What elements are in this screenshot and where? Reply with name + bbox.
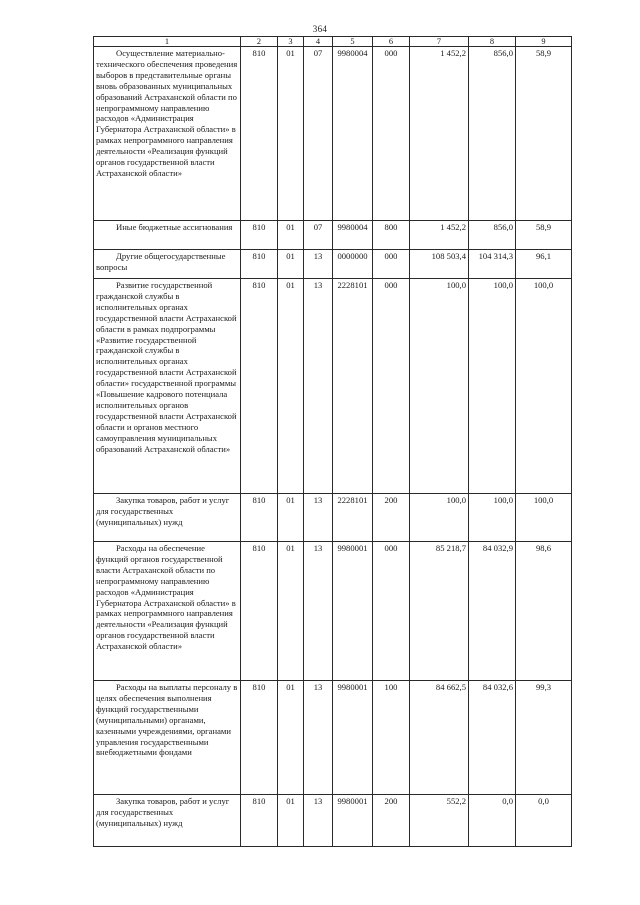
- page-number: 364: [312, 24, 328, 34]
- cell-section: 01: [278, 47, 304, 221]
- cell-expense-type: 200: [373, 795, 410, 847]
- table-row: [94, 494, 572, 542]
- cell-expense-type: 000: [373, 279, 410, 494]
- row-name: Закупка товаров, работ и услуг для государственных (муниципальных) нужд: [94, 494, 241, 542]
- cell-executed: 856,0: [469, 221, 516, 250]
- row-name: Развитие государственной гражданской службы в исполнительных органах государственной власти Астраханской области в рамках подпрограммы «Развитие государственной гражданской службы в исполнительных органах государственной власти Астраханской области» государственной программы «Повышение кадрового потенциала исполнительных органов государственной власти Астраханской области и органов местного самоуправления муниципальных образований Астраханской области»: [94, 279, 241, 494]
- cell-target-article: 9980001: [333, 542, 373, 681]
- cell-planned: 108 503,4: [410, 250, 469, 279]
- budget-table: [93, 36, 572, 847]
- cell-executed: 100,0: [469, 279, 516, 494]
- column-header: 1: [94, 37, 241, 47]
- cell-executed: 856,0: [469, 47, 516, 221]
- cell-percent: 96,1: [516, 250, 572, 279]
- cell-planned: 100,0: [410, 494, 469, 542]
- cell-expense-type: 000: [373, 250, 410, 279]
- cell-target-article: 9980004: [333, 47, 373, 221]
- row-name: Иные бюджетные ассигнования: [94, 221, 241, 250]
- row-name: Расходы на обеспечение функций органов государственной власти Астраханской области по непрограммному направлению расходов «Администрация Губернатора Астраханской области» в рамках непрограммного направления деятельности «Реализация функций органов государственной власти Астраханской области»: [94, 542, 241, 681]
- cell-expense-type: 800: [373, 221, 410, 250]
- cell-expense-type: 000: [373, 542, 410, 681]
- cell-section: 01: [278, 795, 304, 847]
- column-header: 8: [469, 37, 516, 47]
- cell-subsection: 13: [304, 542, 333, 681]
- cell-executed: 84 032,6: [469, 681, 516, 795]
- cell-executed: 104 314,3: [469, 250, 516, 279]
- cell-planned: 1 452,2: [410, 47, 469, 221]
- column-header: 2: [241, 37, 278, 47]
- cell-planned: 100,0: [410, 279, 469, 494]
- table-row: [94, 681, 572, 795]
- cell-target-article: 9980001: [333, 681, 373, 795]
- cell-admin-code: 810: [241, 681, 278, 795]
- cell-percent: 99,3: [516, 681, 572, 795]
- cell-section: 01: [278, 542, 304, 681]
- cell-admin-code: 810: [241, 221, 278, 250]
- column-header: 5: [333, 37, 373, 47]
- row-name: Осуществление материально-технического обеспечения проведения выборов в представительные органы вновь образованных муниципальных образований Астраханской области по непрограммному направлению расходов «Администрация Губернатора Астраханской области» в рамках непрограммного направления деятельности «Реализация функций органов государственной власти Астраханской области»: [94, 47, 241, 221]
- table-row: [94, 542, 572, 681]
- cell-percent: 58,9: [516, 221, 572, 250]
- table-row: [94, 279, 572, 494]
- column-header: 3: [278, 37, 304, 47]
- cell-section: 01: [278, 494, 304, 542]
- cell-executed: 84 032,9: [469, 542, 516, 681]
- cell-subsection: 13: [304, 681, 333, 795]
- cell-planned: 85 218,7: [410, 542, 469, 681]
- cell-percent: 100,0: [516, 494, 572, 542]
- table-row: [94, 47, 572, 221]
- cell-admin-code: 810: [241, 250, 278, 279]
- cell-subsection: 13: [304, 250, 333, 279]
- row-name: Расходы на выплаты персоналу в целях обеспечения выполнения функций государственными (муниципальными) органами, казенными учреждениями, органами управления государственными внебюджетными фондами: [94, 681, 241, 795]
- cell-planned: 84 662,5: [410, 681, 469, 795]
- cell-admin-code: 810: [241, 494, 278, 542]
- cell-section: 01: [278, 279, 304, 494]
- cell-executed: 100,0: [469, 494, 516, 542]
- cell-admin-code: 810: [241, 542, 278, 681]
- table-row: [94, 795, 572, 847]
- cell-section: 01: [278, 221, 304, 250]
- cell-percent: 0,0: [516, 795, 572, 847]
- cell-subsection: 13: [304, 494, 333, 542]
- column-header: 6: [373, 37, 410, 47]
- cell-subsection: 07: [304, 47, 333, 221]
- cell-target-article: 2228101: [333, 279, 373, 494]
- cell-admin-code: 810: [241, 279, 278, 494]
- row-name: Закупка товаров, работ и услуг для государственных (муниципальных) нужд: [94, 795, 241, 847]
- cell-section: 01: [278, 250, 304, 279]
- cell-target-article: 9980004: [333, 221, 373, 250]
- column-header: 4: [304, 37, 333, 47]
- table-row: [94, 221, 572, 250]
- cell-percent: 98,6: [516, 542, 572, 681]
- cell-section: 01: [278, 681, 304, 795]
- cell-target-article: 2228101: [333, 494, 373, 542]
- cell-executed: 0,0: [469, 795, 516, 847]
- column-number-row: [94, 37, 572, 47]
- cell-expense-type: 000: [373, 47, 410, 221]
- cell-planned: 1 452,2: [410, 221, 469, 250]
- cell-target-article: 0000000: [333, 250, 373, 279]
- cell-percent: 100,0: [516, 279, 572, 494]
- table-row: [94, 250, 572, 279]
- column-header: 9: [516, 37, 572, 47]
- row-name: Другие общегосударственные вопросы: [94, 250, 241, 279]
- cell-planned: 552,2: [410, 795, 469, 847]
- cell-admin-code: 810: [241, 47, 278, 221]
- cell-subsection: 13: [304, 279, 333, 494]
- cell-percent: 58,9: [516, 47, 572, 221]
- cell-subsection: 13: [304, 795, 333, 847]
- cell-subsection: 07: [304, 221, 333, 250]
- cell-expense-type: 200: [373, 494, 410, 542]
- cell-expense-type: 100: [373, 681, 410, 795]
- cell-target-article: 9980001: [333, 795, 373, 847]
- column-header: 7: [410, 37, 469, 47]
- cell-admin-code: 810: [241, 795, 278, 847]
